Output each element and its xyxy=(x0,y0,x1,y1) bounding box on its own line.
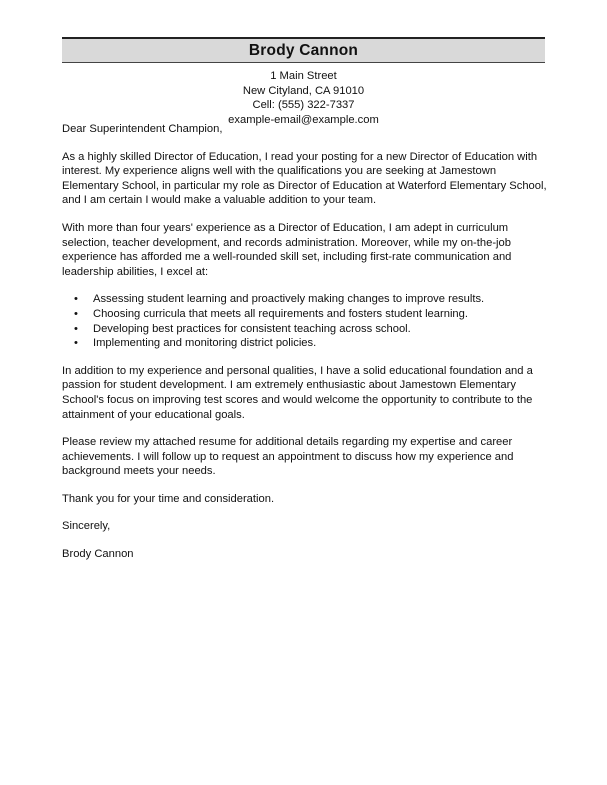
paragraph-qualities: In addition to my experience and personal qualities, I have a solid educational foundation and a passion for student development. I am extremely enthusiastic about Jamestown Elementary School's focus on improving test scores and would welcome the opportunity to contribute to the attainment of your educational goals. xyxy=(62,364,533,421)
bullet-icon: • xyxy=(74,307,78,320)
paragraph-follow-up: Please review my attached resume for additional details regarding my expertise and career achievements. I will follow up to request an appointment to discuss how my experience and background meets your needs. xyxy=(62,436,514,478)
name-header-bar xyxy=(62,37,545,63)
paragraph-experience: With more than four years' experience as a Director of Education, I am adept in curriculum selection, teacher development, and records administration. Moreover, while my on-the-job experience has afforded me a well-rounded skill set, including first-rate communication and leadership abilities, I excel at: xyxy=(62,221,512,278)
phone-number: Cell: (555) 322-7337 xyxy=(252,99,355,112)
list-item-text: Assessing student learning and proactively making changes to improve results. xyxy=(93,293,485,306)
list-item-text: Implementing and monitoring district policies. xyxy=(93,337,317,350)
skills-list xyxy=(62,292,548,350)
list-item xyxy=(62,336,548,351)
bullet-icon: • xyxy=(74,322,78,335)
list-item-text: Developing best practices for consistent teaching across school. xyxy=(93,322,411,335)
paragraph-intro: As a highly skilled Director of Education, I read your posting for a new Director of Education with interest. My experience aligns well with the qualifications you are seeking at Jamestown Elementary School, in particular my role as Director of Education at Waterford Elementary School, and I am certain I would make a valuable addition to your team. xyxy=(62,150,547,207)
address-line-2: New Cityland, CA 91010 xyxy=(242,84,365,97)
address-line-1: 1 Main Street xyxy=(270,70,337,82)
signature-name: Brody Cannon xyxy=(62,548,134,561)
salutation: Dear Superintendent Champion, xyxy=(62,123,223,135)
applicant-name: Brody Cannon xyxy=(248,41,359,59)
bullet-icon: • xyxy=(74,293,78,306)
list-item xyxy=(62,322,548,337)
valediction: Sincerely, xyxy=(62,520,111,533)
email-address: example-email@example.com xyxy=(228,113,379,126)
contact-block xyxy=(62,69,545,127)
list-item xyxy=(62,292,548,307)
closing-thanks: Thank you for your time and consideration. xyxy=(62,492,275,505)
bullet-icon: • xyxy=(74,337,78,350)
list-item xyxy=(62,307,548,322)
letter-body xyxy=(62,122,548,575)
list-item-text: Choosing curricula that meets all requirements and fosters student learning. xyxy=(93,307,468,320)
